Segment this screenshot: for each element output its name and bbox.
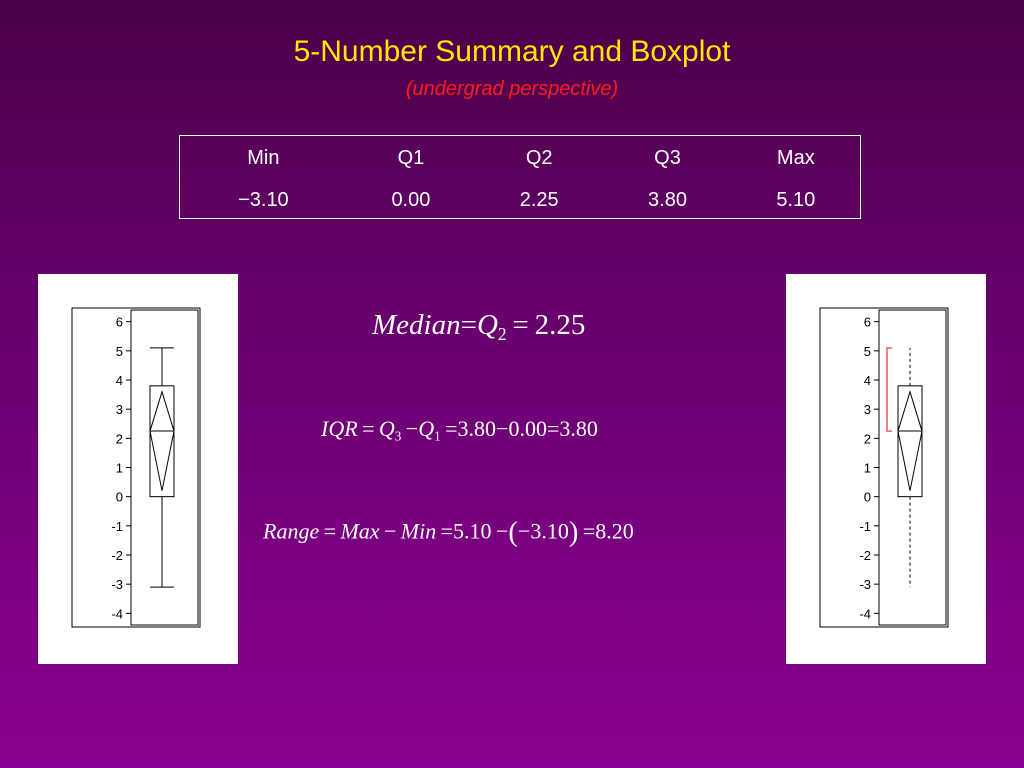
- iqr-value: 3.80: [559, 416, 598, 441]
- y-tick-label: 6: [863, 314, 871, 330]
- iqr-q3: Q: [378, 416, 395, 441]
- value-q3: 3.80: [648, 188, 687, 211]
- y-tick-label: 2: [863, 431, 871, 447]
- iqr-q1: Q: [418, 416, 435, 441]
- y-tick-label: 4: [115, 373, 123, 388]
- median-q-sub: 2: [497, 324, 507, 345]
- header-q2: Q2: [525, 146, 553, 169]
- range-max: Max: [340, 518, 380, 544]
- range-label: Range: [263, 518, 320, 544]
- iqr-box: [150, 386, 174, 497]
- iqr-q3-sub: 3: [394, 428, 402, 444]
- iqr-minus: −: [405, 416, 419, 441]
- range-minus: −: [383, 518, 397, 544]
- summary-header-row: [180, 136, 860, 180]
- iqr-eq3: =: [546, 416, 560, 441]
- header-min: Min: [247, 146, 280, 169]
- range-minus2: −: [495, 518, 509, 544]
- y-tick-label: 3: [863, 402, 871, 418]
- median-value: 2.25: [534, 309, 586, 341]
- median-eq: =: [460, 309, 477, 341]
- range-eq3: =: [582, 518, 596, 544]
- range-lparen: (: [508, 517, 518, 548]
- y-tick-label: -2: [111, 548, 123, 563]
- range-b: −3.10: [517, 518, 569, 544]
- outer-frame: [820, 308, 948, 627]
- iqr-formula: [321, 416, 598, 445]
- summary-value-row: [180, 180, 860, 220]
- y-tick-label: -3: [859, 577, 871, 593]
- y-tick-label: 3: [115, 402, 123, 418]
- left-boxplot-chart: [38, 274, 238, 664]
- iqr-a: 3.80: [457, 416, 497, 441]
- y-tick-label: 5: [863, 343, 871, 359]
- header-max: Max: [776, 146, 815, 169]
- range-eq: =: [323, 518, 337, 544]
- header-q1: Q1: [397, 146, 425, 169]
- iqr-box: [898, 386, 922, 497]
- y-tick-label: -3: [111, 577, 123, 593]
- header-q3: Q3: [654, 146, 681, 169]
- iqr-b: 0.00: [508, 416, 547, 441]
- range-formula: [263, 517, 634, 549]
- y-tick-label: 6: [115, 314, 123, 330]
- y-tick-label: 0: [115, 489, 123, 505]
- iqr-eq2: =: [445, 416, 458, 441]
- right-boxplot-chart: [786, 274, 986, 664]
- outer-frame: [72, 308, 200, 627]
- y-tick-label: -4: [859, 606, 871, 622]
- iqr-label: IQR: [321, 416, 358, 441]
- right-boxplot-panel: [786, 274, 986, 664]
- page-title: 5-Number Summary and Boxplot: [293, 35, 731, 68]
- median-eq2: =: [512, 309, 529, 341]
- range-bracket: [887, 348, 892, 431]
- value-q2: 2.25: [519, 188, 559, 211]
- y-tick-label: -1: [859, 518, 871, 534]
- iqr-eq: =: [362, 416, 375, 441]
- value-q1: 0.00: [391, 188, 431, 211]
- y-tick-label: 4: [863, 373, 871, 388]
- page-subtitle: (undergrad perspective): [405, 78, 619, 100]
- value-min: −3.10: [238, 188, 289, 211]
- y-tick-label: 2: [115, 431, 123, 447]
- range-rparen: ): [568, 517, 579, 548]
- y-tick-label: 5: [115, 343, 123, 359]
- range-min: Min: [400, 518, 437, 544]
- y-tick-label: 0: [863, 489, 871, 505]
- median-q: Q: [476, 309, 498, 341]
- five-number-summary-table: [179, 135, 861, 219]
- y-tick-label: 1: [115, 460, 123, 476]
- y-tick-label: 1: [863, 460, 871, 476]
- median-label: Median: [372, 309, 461, 341]
- left-boxplot-panel: [38, 274, 238, 664]
- range-eq2: =: [440, 518, 454, 544]
- range-a: 5.10: [453, 518, 492, 544]
- iqr-minus2: −: [496, 416, 509, 441]
- range-value: 8.20: [595, 518, 634, 544]
- y-tick-label: -4: [111, 606, 123, 622]
- median-formula: [372, 309, 585, 345]
- value-max: 5.10: [776, 188, 816, 211]
- y-tick-label: -2: [859, 548, 871, 563]
- y-tick-label: -1: [111, 518, 123, 534]
- iqr-q1-sub: 1: [434, 428, 441, 444]
